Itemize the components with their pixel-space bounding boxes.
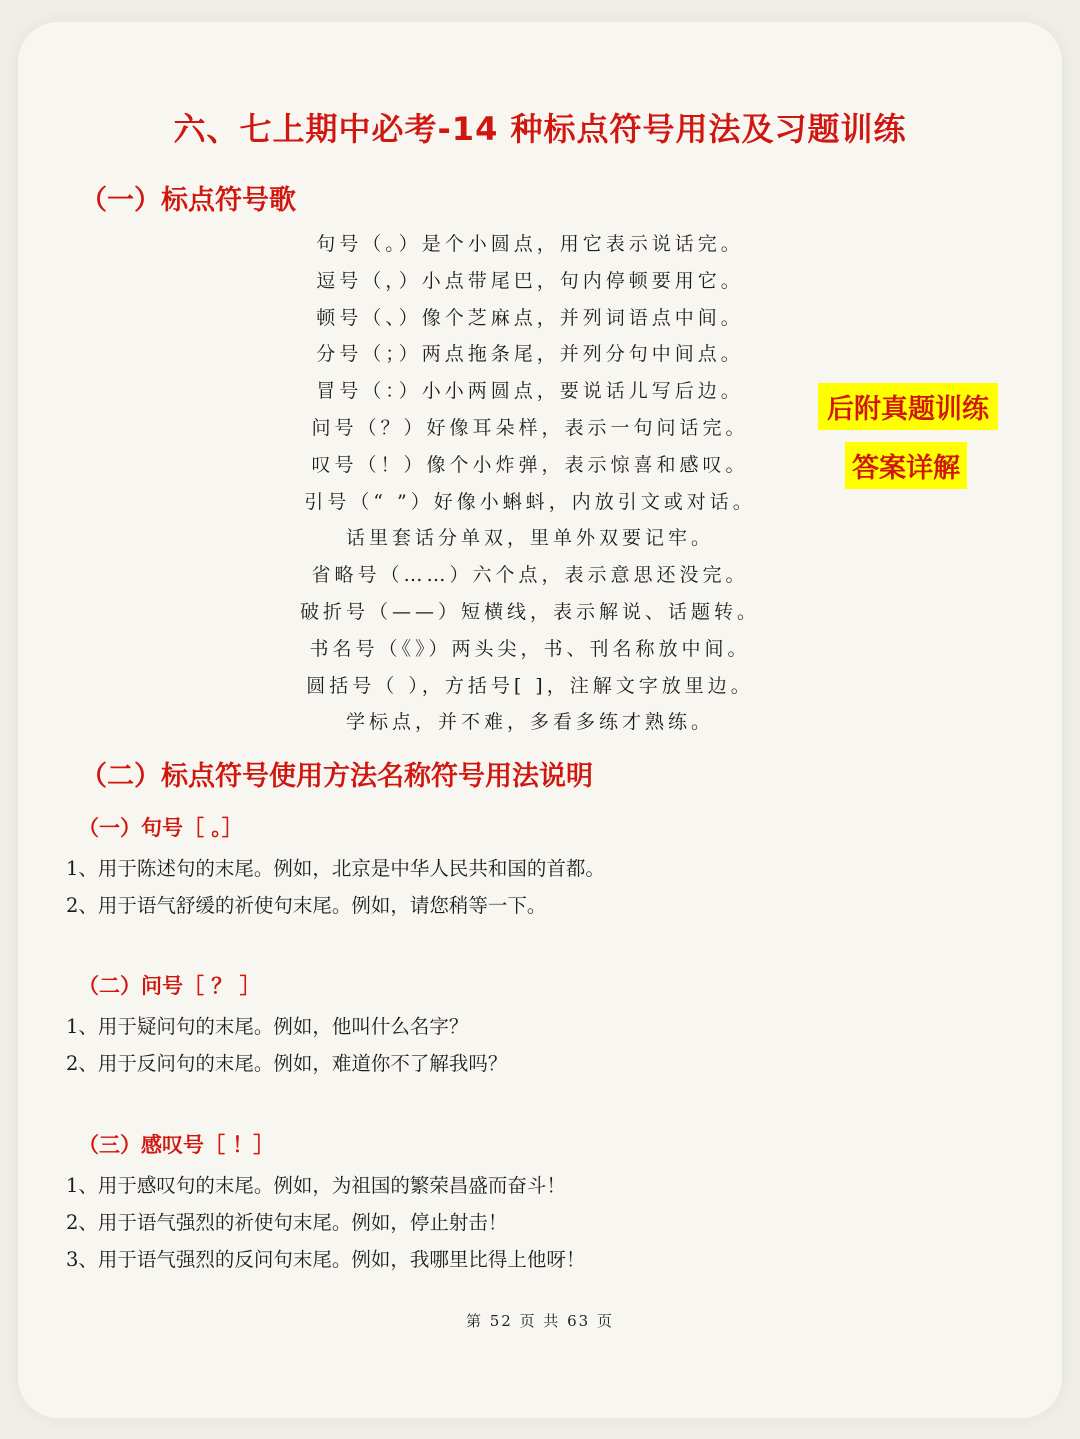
song-line: 话里套话分单双，里单外双要记牢。 — [345, 527, 714, 550]
list-item: 2、用于反问句的末尾。例如，难道你不了解我吗？ — [66, 1052, 508, 1075]
song-line: 句号（。）是个小圆点，用它表示说话完。 — [316, 233, 744, 255]
song-line: 引号（“ ”）好像小蝌蚪，内放引文或对话。 — [304, 490, 756, 513]
subsection-heading-period: （一）句号［ 。］ — [78, 816, 243, 840]
document-title: 六、七上期中必考-14 种标点符号用法及习题训练 — [173, 110, 907, 148]
usage-list-exclamation — [66, 1167, 585, 1278]
usage-list-period — [66, 850, 605, 924]
list-item: 1、用于陈述句的末尾。例如，北京是中华人民共和国的首都。 — [66, 857, 605, 880]
song-line: 省略号（……）六个点，表示意思还没完。 — [311, 564, 749, 587]
song-line: 书名号（《》）两头尖，书、刊名称放中间。 — [309, 637, 751, 660]
section-heading-usage: （二）标点符号使用方法名称符号用法说明 — [80, 761, 593, 792]
song-line: 学标点，并不难，多看多练才熟练。 — [345, 711, 714, 734]
song-line: 圆括号（ ），方括号[ ]，注解文字放里边。 — [306, 674, 754, 697]
subsection-heading-question-mark: （二）问号［ ？ ］ — [78, 974, 261, 998]
callout-highlight — [818, 383, 994, 489]
song-line: 冒号（：）小小两圆点，要说话儿写后边。 — [316, 380, 744, 403]
page-number: 第 52 页 共 63 页 — [465, 1312, 614, 1330]
song-line: 逗号（，）小点带尾巴，句内停顿要用它。 — [316, 269, 744, 292]
section-heading-song: （一）标点符号歌 — [80, 185, 296, 216]
list-item: 3、用于语气强烈的反问句末尾。例如，我哪里比得上他呀！ — [66, 1248, 586, 1271]
list-item: 2、用于语气舒缓的祈使句末尾。例如，请您稍等一下。 — [66, 894, 547, 917]
list-item: 2、用于语气强烈的祈使句末尾。例如，停止射击！ — [66, 1211, 508, 1234]
callout-line-answers: 答案详解 — [845, 442, 967, 489]
song-line: 叹号（！）像个小炸弹，表示惊喜和感叹。 — [311, 453, 749, 476]
subsection-heading-exclamation: （三）感叹号［ ！］ — [78, 1133, 275, 1157]
song-line: 顿号（、）像个芝麻点，并列词语点中间。 — [316, 306, 744, 329]
song-line: 破折号（——）短横线，表示解说、话题转。 — [299, 600, 760, 623]
list-item: 1、用于疑问句的末尾。例如，他叫什么名字？ — [66, 1015, 469, 1038]
song-line: 分号（；）两点拖条尾，并列分句中间点。 — [316, 343, 744, 366]
song-line: 问号（？）好像耳朵样，表示一句问话完。 — [311, 416, 749, 439]
usage-list-question-mark — [66, 1008, 507, 1082]
list-item: 1、用于感叹句的末尾。例如，为祖国的繁荣昌盛而奋斗！ — [66, 1174, 566, 1197]
callout-line-training: 后附真题训练 — [818, 383, 998, 430]
